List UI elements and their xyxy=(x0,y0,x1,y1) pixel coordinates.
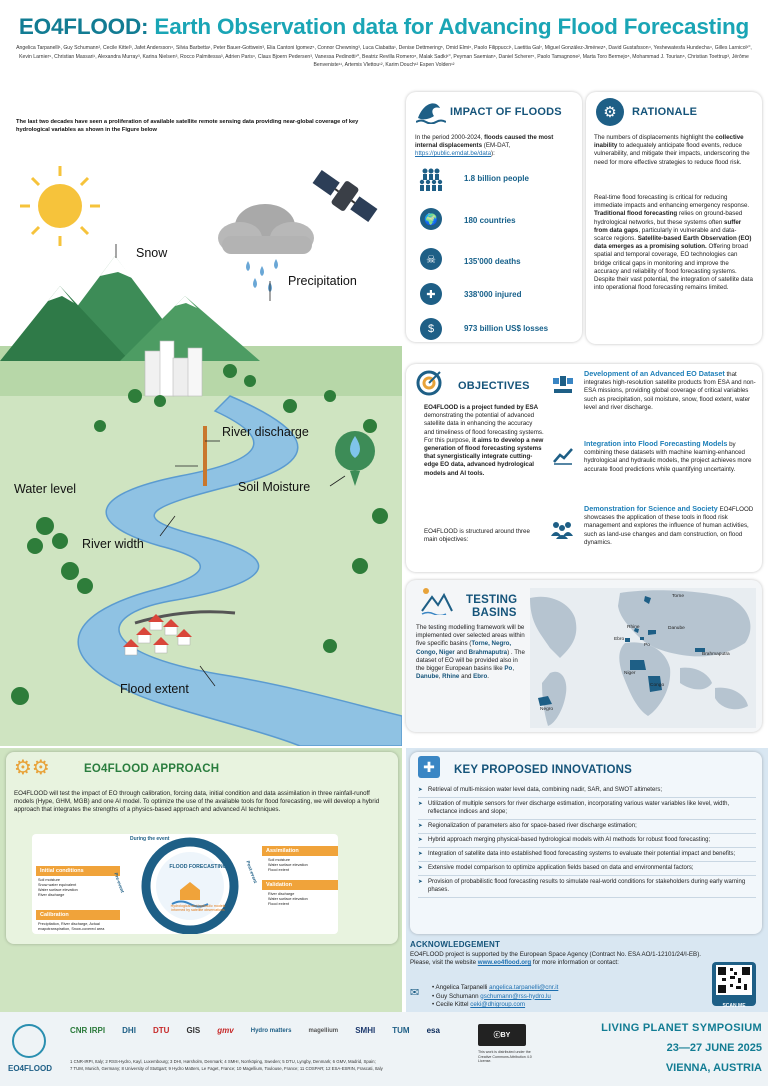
rationale-title: RATIONALE xyxy=(632,106,698,118)
partner-logo: DHI xyxy=(122,1026,136,1035)
brand-name: EO4FLOOD: xyxy=(18,14,149,39)
testing-text-d: Brahmaputra xyxy=(468,648,508,656)
author-list: Angelica Tarpanelli¹, Guy Schumann², Cecile Kittel³, Jafet Andersson⁴, Silvia Barbetta¹, Peter Bauer-Gottwein³, Elia Cantoni Igomez⁵, Connor Chewning³, Luca Ciabatta¹, Denise Dettmering⁵, Omid Elmi⁶, Paolo Filippucci¹, Laetitia Gal⁷, Miguel González-Jiménez⁸, David Gustafsson⁴, Yeshewatesfa Hundecha⁴, Gilles Larnicol¹⁰, Kevin Larnier⁹, Christian Massari¹, Alexandra Murray³, Karina Nielsen³, Rocco Palmitessa³, Adrien Paris⁹, Claus Bjoern Pedersen³, Vanessa Pedinotti¹⁰, Beatriz Revilla Romero⁸, Malak Sadki¹⁰, Peyman Saemian⁶, Daniel Scherer⁵, Paolo Tamagnone², Marta Toro Bermejo⁸, Mohammad J. Tourian⁶, Christian Toettrup³, Jérôme Benveniste¹¹, Artemis Vlettou¹², Karim Douch¹² Espen Volden¹² xyxy=(16,45,752,69)
contact-1: • Angelica Tarpanelli angelica.tarpanelli@cnr.it xyxy=(432,984,559,991)
mountain-sun-icon xyxy=(420,585,454,615)
objectives-intro-b: demonstrating the potential of advanced satellite data in enhancing the accuracy and timeliness of flood forecasting systems. For this purpose, xyxy=(424,412,544,444)
wave-icon xyxy=(416,98,446,124)
cc-icon: ⓒ xyxy=(493,1032,501,1039)
puzzle-icon: ✚ xyxy=(418,756,440,778)
partner-logo: esa xyxy=(426,1026,440,1035)
during-event-label: During the event xyxy=(130,836,170,842)
ack-text-a: EO4FLOOD project is supported by the European Space Agency (Contract No. ESA AO/1-12101/24/I-EB). Please, visit the website xyxy=(410,951,701,967)
assimilation-item: Flood extent xyxy=(268,868,289,872)
innovation-item: ➤ Extensive model comparison to optimize application fields based on data and environmental factors; xyxy=(418,862,756,876)
stat-deaths: 135'000 deaths xyxy=(464,257,521,266)
rationale-p1-c: to adequately anticipate flood events, reduce vulnerability, and mitigate their impacts, underscoring the need for more effective strategies to reduce flood risk. xyxy=(594,142,750,166)
testing-text-a: The testing modelling framework will be implemented over selected areas within five specific basins ( xyxy=(416,624,525,648)
testing-text-k: and xyxy=(459,673,474,681)
rationale-p2-c: relies on ground-based hydrological networks, but these systems often xyxy=(594,210,743,226)
testing-text-m: . xyxy=(487,673,489,681)
initial-conditions-list xyxy=(38,878,78,898)
partner-logos xyxy=(70,1026,440,1035)
people-icon xyxy=(418,166,444,197)
chart-trend-icon xyxy=(552,444,574,466)
testing-title-2: BASINS xyxy=(472,607,517,619)
impact-text-bold: floods caused the most internal displacements xyxy=(415,134,554,150)
objectives-intro xyxy=(424,404,544,478)
contact-name: Guy Schumann xyxy=(435,992,479,1000)
center-title: FLOOD FORECASTING xyxy=(169,864,227,870)
rationale-p2-d: suffer from data gaps xyxy=(594,218,742,234)
map-label-danube: Danube xyxy=(668,626,685,631)
assimilation-head: Assimilation xyxy=(262,846,338,856)
initial-item: River discharge xyxy=(38,893,65,897)
calibration-item: River discharge xyxy=(61,922,88,926)
calibration-item: Actual evapotranspiration xyxy=(38,922,100,931)
partner-logo: TUM xyxy=(392,1026,410,1035)
ack-title: ACKNOWLEDGEMENT xyxy=(410,940,501,949)
partner-logo: Hydro matters xyxy=(250,1027,292,1034)
contact-email[interactable]: ceki@dhigroup.com xyxy=(470,1001,526,1009)
testing-text xyxy=(416,624,528,681)
title-text: Earth Observation data for Advancing Flood Forecasting xyxy=(148,14,750,39)
objective-1-head: Development of an Advanced EO Dataset xyxy=(584,369,725,378)
impact-text-pre: In the period 2000-2024, xyxy=(415,134,485,141)
rationale-p1 xyxy=(594,134,754,167)
money-icon: $ xyxy=(420,318,442,340)
eo4flood-logo-text: EO4FLOOD xyxy=(8,1064,53,1073)
partner-logo: GIS xyxy=(186,1026,201,1035)
qr-pattern xyxy=(712,962,756,998)
calibration-list: Precipitation, River discharge, Actual evapotranspiration, Snow-covered area xyxy=(38,922,105,931)
testing-text-c: and xyxy=(454,648,469,656)
rationale-p2-f: Satellite-based Earth Observation (EO) data emerges as a promising solution. xyxy=(594,235,752,251)
testing-text-b: Torne, Negro, Congo, Niger xyxy=(416,640,512,656)
scan-me-label: SCAN ME xyxy=(722,1003,746,1009)
satellite-data-icon xyxy=(552,372,574,394)
landscape-svg xyxy=(0,96,402,746)
rationale-p2-g: Offering broad spatial and temporal coverage, EO technologies can bridge critical gaps in monitoring and improve the accuracy and reliability of flood forecasting systems. Despite their vast potential, the integration of satellite data into operational flood forecasting remains limited. xyxy=(594,243,753,292)
contacts-list xyxy=(432,984,702,1010)
cc-license-badge xyxy=(478,1024,526,1046)
symposium-dates: 23—27 JUNE 2025 xyxy=(666,1042,762,1054)
impact-link-end: ): xyxy=(491,150,495,158)
objective-3-head: Demonstration for Science and Society xyxy=(584,504,718,513)
initial-item: Soil moisture xyxy=(38,878,60,882)
objective-1-body: that integrates high-resolution satellite products from ESA and non-ESA missions, providing global coverage of critical variables such as precipitation, soil moisture, snow, flood extent, water level and river discharge. xyxy=(584,371,756,411)
affiliations-line-2: 7 TUM, Munich, Germany; 8 University of Stuttgart; 9 Hydro Matters, Le Faget, France; 10 Magellium, Toulouse, France; 11 COSPAR; 12 ESA-ESRIN, Frascati, Italy xyxy=(70,1066,383,1071)
objectives-intro-c: it aims to develop a new generation of flood forecasting systems that synergistically integrate cutting-edge EO data, advanced hydrological models and AI tools. xyxy=(424,436,544,477)
innovations-title: KEY PROPOSED INNOVATIONS xyxy=(454,764,632,776)
injured-icon: ✚ xyxy=(420,283,442,305)
partner-logo: DTU xyxy=(152,1026,170,1035)
objectives-title: OBJECTIVES xyxy=(458,380,530,392)
innovation-item: ➤ Regionalization of parameters also for space-based river discharge estimation; xyxy=(418,820,756,834)
testing-text-l: Ebro xyxy=(473,673,488,681)
label-water-level: Water level xyxy=(14,482,77,496)
testing-text-j: Rhine xyxy=(442,673,460,681)
partner-logo: gmv xyxy=(217,1026,234,1035)
website-link[interactable]: www.eo4flood.org xyxy=(477,959,532,967)
partner-logo: CNR IRPI xyxy=(70,1026,106,1035)
validation-head: Validation xyxy=(262,880,338,890)
emdat-link[interactable]: https://public.emdat.be/data xyxy=(415,150,492,158)
objective-2-head: Integration into Flood Forecasting Models xyxy=(584,439,728,448)
validation-list xyxy=(268,892,308,907)
label-snow: Snow xyxy=(136,246,168,260)
testing-text-f: Po xyxy=(504,665,513,673)
validation-item: Water surface elevation xyxy=(268,897,308,901)
objective-2-body: by combining these datasets with machine learning-enhanced hydrological and hydraulic models, the project achieves more accurate flood predictions while quantifying uncertainty. xyxy=(584,441,752,473)
objectives-intro-a: EO4FLOOD is a project funded by ESA xyxy=(424,404,539,411)
intro-text: The last two decades have seen a proliferation of available satellite remote sensing data providing near-global coverage of key hydrological variables as shown in the Figure below xyxy=(16,119,359,133)
ack-text xyxy=(410,951,710,967)
rationale-p2-b: Traditional flood forecasting xyxy=(594,210,678,218)
skull-icon: ☠ xyxy=(420,248,442,270)
people-group-icon xyxy=(550,520,574,540)
affiliations xyxy=(70,1058,470,1072)
contact-3: • Cecile Kittel ceki@dhigroup.com xyxy=(432,1001,526,1009)
impact-text-post: (EM-DAT, xyxy=(482,142,511,150)
symposium-place: VIENNA, AUSTRIA xyxy=(665,1062,762,1074)
rationale-p1-b: collective inability xyxy=(594,134,744,150)
contact-email[interactable]: gschumann@rss-hydro.lu xyxy=(480,992,551,1000)
gears-icon: ⚙⚙ xyxy=(14,757,50,779)
assimilation-item: Soil moisture xyxy=(268,858,290,862)
center-subtitle: Hydrological and hydraulic models informed by satellite observations xyxy=(170,904,226,913)
map-label-niger: Niger xyxy=(624,671,636,676)
mail-icon: ✉ xyxy=(410,987,420,999)
impact-intro xyxy=(415,134,575,159)
rationale-p2 xyxy=(594,194,754,292)
label-precipitation: Precipitation xyxy=(288,274,357,288)
symposium-name: LIVING PLANET SYMPOSIUM xyxy=(601,1022,762,1034)
approach-title: EO4FLOOD APPROACH xyxy=(84,763,220,775)
calibration-head: Calibration xyxy=(36,910,120,920)
calibration-item: Precipitation xyxy=(38,922,59,926)
initial-item: Snow water equivalent xyxy=(38,883,77,887)
testing-title-1: TESTING xyxy=(466,594,518,606)
contact-name: Angelica Tarpanelli xyxy=(435,984,488,991)
contact-email[interactable]: angelica.tarpanelli@cnr.it xyxy=(489,984,559,991)
validation-item: Flood extent xyxy=(268,902,289,906)
post-event-label: Post-event xyxy=(245,860,259,884)
target-icon xyxy=(416,370,442,396)
partner-logo: magellium xyxy=(308,1027,339,1034)
stat-countries: 180 countries xyxy=(464,216,516,225)
assimilation-item: Water surface elevation xyxy=(268,863,308,867)
map-label-rhine: Rhine xyxy=(627,625,640,630)
map-label-negro: Negro xyxy=(540,707,554,712)
objective-1 xyxy=(584,370,756,412)
testing-text-g: , xyxy=(512,665,515,673)
label-river-width: River width xyxy=(82,537,144,551)
affiliations-line-1: 1 CNR-IRPI, Italy; 2 RSS-Hydro, Kayl, Luxembourg; 3 DHI, Hørsholm, Denmark; 4 SMHI, Norrköping, Sweden; 5 DTU, Lyngby, Denmark; 6 GMV, Madrid, Spain; xyxy=(70,1059,376,1064)
rationale-p2-e: , particularly in vulnerable and data-scarce regions. xyxy=(594,226,737,243)
validation-item: River discharge xyxy=(268,892,295,896)
map-label-po: Po xyxy=(644,643,650,648)
map-label-brahmaputra: Brahmaputra xyxy=(702,652,730,657)
objective-2 xyxy=(584,440,756,474)
testing-text-h: Danube xyxy=(416,673,439,681)
approach-text: EO4FLOOD will test the impact of EO through calibration, forcing data, initial condition and data assimilation in three rainfall-runoff models (Hype, GHM, MGB) and one AI model. To optimize the use of the available tools for flood forecasting, we will develop a hybrid approach that integrates the strengths of a physics-based approach and advanced AI techniques. xyxy=(14,790,380,814)
qr-code[interactable] xyxy=(712,962,756,1009)
impact-title: IMPACT OF FLOODS xyxy=(450,106,562,118)
testing-text-e: ) . The dataset of EO will be provided also in the bigger European basins like xyxy=(416,648,525,673)
water-level-gauge xyxy=(203,426,207,486)
stat-injured: 338'000 injured xyxy=(464,290,522,299)
eo4flood-logo-icon xyxy=(12,1024,46,1058)
stat-losses: 973 billion US$ losses xyxy=(464,324,549,333)
label-soil-moisture: Soil Moisture xyxy=(238,480,311,494)
stat-people: 1.8 billion people xyxy=(464,174,529,183)
ack-text-b: for more information or contact: xyxy=(531,959,619,967)
map-label-congo: Congo xyxy=(650,683,665,688)
brain-gear-icon: ⚙ xyxy=(596,98,624,126)
innovation-item: ➤ Retrieval of multi-mission water level data, combining nadir, SAR, and SWOT altimeters; xyxy=(418,784,756,798)
contact-2: • Guy Schumann gschumann@rss-hydro.lu xyxy=(432,992,551,1000)
testing-text-i: , xyxy=(438,673,443,681)
rationale-p1-a: The numbers of displacements highlight the xyxy=(594,134,716,141)
globe-icon: 🌍 xyxy=(420,208,442,230)
objectives-intro-d: EO4FLOOD is structured around three main objectives: xyxy=(424,528,530,544)
map-label-torne: Torne xyxy=(672,594,684,599)
partner-logo: SMHI xyxy=(355,1026,376,1035)
innovations-list xyxy=(418,784,756,898)
initial-item: Water surface elevation xyxy=(38,888,78,892)
initial-conditions-head: Initial conditions xyxy=(36,866,120,876)
rationale-p2-a: Real-time flood forecasting is critical for reducing immediate impacts and enhancing emergency response. xyxy=(594,194,750,210)
innovation-item: ➤ Utilization of multiple sensors for river discharge estimation, incorporating various water variables like level, width, reflectance indices and slope; xyxy=(418,798,756,820)
assimilation-list xyxy=(268,858,308,873)
innovation-item: ➤ Integration of satellite data into established flood forecasting systems to evaluate their potential impact and benefits; xyxy=(418,848,756,862)
calibration-item: Snow-covered area xyxy=(71,926,105,931)
cc-text: This work is distributed under the Creative Commons Attribution 4.0 License. xyxy=(478,1050,532,1064)
poster-title xyxy=(0,14,768,40)
cc-label: BY xyxy=(500,1031,511,1039)
label-flood-extent: Flood extent xyxy=(120,682,189,696)
innovation-item: ➤ Hybrid approach merging physical-based hydrological models with AI methods for robust flood forecasting; xyxy=(418,834,756,848)
map-label-ebro: Ebro xyxy=(614,637,625,642)
contact-name: Cecile Kittel xyxy=(435,1001,469,1009)
hydrology-illustration xyxy=(0,96,402,746)
objective-3 xyxy=(584,505,756,547)
innovation-item: ➤ Provision of probabilistic flood forecasting results to simulate real-world conditions for stakeholders during early warning phases. xyxy=(418,876,756,898)
pre-event-label: Pre-event xyxy=(113,872,126,894)
objective-3-body: EO4FLOOD showcases the application of these tools in flood risk management and explores the influence of human activities, such as land-use changes and dam construction, on flood dynamics. xyxy=(584,506,754,546)
label-river-discharge: River discharge xyxy=(222,425,309,439)
